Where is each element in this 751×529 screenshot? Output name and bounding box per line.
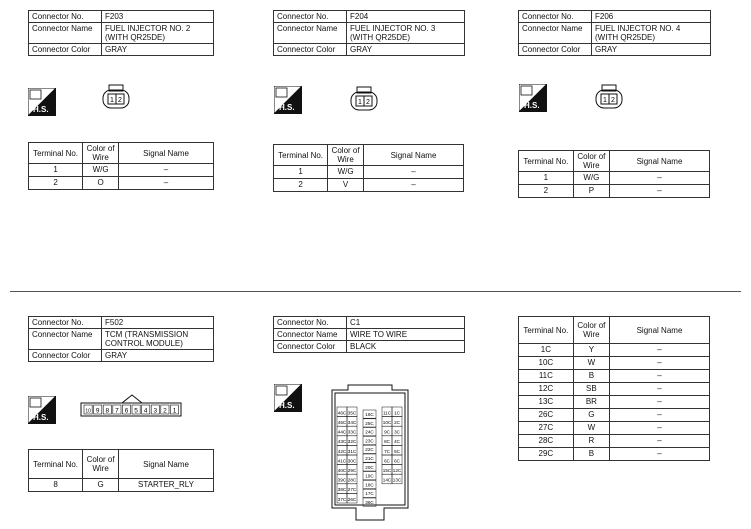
cell: W/G <box>83 164 119 177</box>
pin: 26C <box>347 496 357 502</box>
hs-icon <box>274 86 302 114</box>
header: Terminal No. <box>29 450 83 479</box>
cell: – <box>364 179 464 192</box>
connector-face-svg <box>348 86 382 112</box>
cell: 1 <box>519 172 574 185</box>
cell: 29C <box>519 448 574 461</box>
hs-text: H.S. <box>524 101 540 110</box>
value: F206 <box>592 11 711 23</box>
connector-face-svg <box>100 84 134 110</box>
label: Connector Name <box>29 23 102 44</box>
pin: 3C <box>394 429 400 435</box>
cell: – <box>119 164 214 177</box>
name-line: CONTROL MODULE) <box>105 339 183 348</box>
cell: O <box>83 177 119 190</box>
header-line: Color of <box>577 321 606 330</box>
hs-icon-svg <box>519 84 547 112</box>
header: Terminal No. <box>29 143 83 164</box>
connector-face-svg <box>324 384 416 522</box>
pin: 7C <box>384 448 390 454</box>
pin: 5C <box>394 448 400 454</box>
pin: 1 <box>172 407 177 415</box>
table-row <box>519 344 710 357</box>
pin: 20C <box>365 464 374 470</box>
pin: 37C <box>337 496 347 502</box>
cell: – <box>610 396 710 409</box>
hs-icon <box>519 84 547 112</box>
pin: 15C <box>382 468 392 473</box>
table-row <box>519 422 710 435</box>
value: F502 <box>102 317 214 329</box>
connector-info-c1 <box>273 316 465 353</box>
pin: 5 <box>134 407 138 415</box>
cell: BR <box>573 396 609 409</box>
terminal-table-f204 <box>273 144 464 192</box>
label: Connector Color <box>29 350 102 362</box>
pin: 30C <box>347 458 357 464</box>
cell: – <box>610 185 710 198</box>
hs-icon-svg <box>274 384 302 412</box>
pin: 36C <box>365 500 374 505</box>
table-row <box>519 370 710 383</box>
terminal-table-f206 <box>518 150 710 198</box>
name-line: (WITH QR25DE) <box>595 33 655 42</box>
connector-face-f502 <box>80 392 184 423</box>
hs-icon <box>28 88 56 116</box>
pin: 12C <box>392 468 402 473</box>
table-row <box>519 357 710 370</box>
header: Signal Name <box>610 151 710 172</box>
value: F204 <box>347 11 465 23</box>
connector-info-f203 <box>28 10 214 56</box>
pin: 2 <box>366 99 370 106</box>
cell: SB <box>573 383 609 396</box>
value: GRAY <box>102 44 214 56</box>
pin: 1C <box>394 410 400 416</box>
cell: – <box>610 172 710 185</box>
table-row <box>519 409 710 422</box>
pin: 42C <box>337 448 347 454</box>
header: Signal Name <box>119 450 214 479</box>
header-line: Wire <box>583 161 600 170</box>
value: GRAY <box>102 350 214 362</box>
pin: 29C <box>347 468 357 473</box>
connector-face-f206 <box>593 84 627 115</box>
connector-face-f203 <box>100 84 134 115</box>
name-line: TCM (TRANSMISSION <box>105 330 189 339</box>
connector-info-f204 <box>273 10 465 56</box>
cell: – <box>610 448 710 461</box>
label: Connector Color <box>274 44 347 56</box>
cell: W/G <box>328 166 364 179</box>
pin: 10 <box>85 408 91 415</box>
value <box>592 23 711 44</box>
connector-face-c1 <box>324 384 416 527</box>
pin: 45C <box>337 420 347 425</box>
connector-face-svg <box>80 392 184 418</box>
header <box>328 145 364 166</box>
pin: 9C <box>384 429 390 435</box>
value: GRAY <box>592 44 711 56</box>
header-line: Color of <box>86 144 115 153</box>
header-line: Wire <box>583 330 600 339</box>
cell: 1 <box>274 166 328 179</box>
hs-icon <box>28 396 56 424</box>
pin: 6C <box>384 458 390 464</box>
cell: – <box>119 177 214 190</box>
pin: 31C <box>347 448 357 454</box>
pin: 32C <box>347 439 357 445</box>
cell: – <box>610 357 710 370</box>
pin: 14C <box>382 477 392 483</box>
table-row <box>519 396 710 409</box>
pin: 44C <box>337 429 347 435</box>
pin: 7 <box>115 407 119 415</box>
pin: 25C <box>365 420 374 426</box>
header: Signal Name <box>610 317 710 344</box>
cell: 1 <box>29 164 83 177</box>
pin: 41C <box>337 458 347 464</box>
cell: 26C <box>519 409 574 422</box>
pin: 4 <box>143 407 148 415</box>
header-line: Wire <box>337 155 354 164</box>
pin: 39C <box>337 477 347 483</box>
cell: – <box>364 166 464 179</box>
section-divider <box>10 291 741 292</box>
label: Connector No. <box>519 11 592 23</box>
label: Connector Name <box>274 23 347 44</box>
pin: 1 <box>110 97 114 104</box>
header: Terminal No. <box>519 317 574 344</box>
hs-text: H.S. <box>279 103 295 112</box>
pin: 33C <box>347 429 357 435</box>
label: Connector Color <box>29 44 102 56</box>
cell: B <box>573 448 609 461</box>
pin: 8C <box>384 439 390 445</box>
value <box>102 23 214 44</box>
cell: G <box>573 409 609 422</box>
pin: 21C <box>365 456 374 461</box>
pin: 19C <box>365 473 374 479</box>
pin: 43C <box>337 439 347 445</box>
pin: 11C <box>382 410 392 416</box>
header: Signal Name <box>364 145 464 166</box>
pin: 6 <box>124 407 129 415</box>
cell: – <box>610 409 710 422</box>
header-line: Color of <box>331 146 360 155</box>
header-line: Color of <box>577 152 606 161</box>
cell: P <box>573 185 609 198</box>
label: Connector Color <box>274 341 347 353</box>
pin: 40C <box>337 468 347 473</box>
pin: 3 <box>153 407 158 415</box>
cell: W <box>573 422 609 435</box>
cell: R <box>573 435 609 448</box>
cell: 2 <box>29 177 83 190</box>
header: Signal Name <box>119 143 214 164</box>
pin: 18C <box>365 482 374 488</box>
pin: 17C <box>365 491 374 497</box>
table-row <box>519 448 710 461</box>
pin: 27C <box>347 487 357 493</box>
cell: 11C <box>519 370 574 383</box>
pin: 1 <box>603 97 607 104</box>
value: GRAY <box>347 44 465 56</box>
connector-info-f206 <box>518 10 711 56</box>
pin: 2 <box>163 407 167 415</box>
pin: 6C <box>394 458 400 464</box>
pin: 34C <box>347 420 357 425</box>
label: Connector No. <box>29 317 102 329</box>
value <box>102 329 214 350</box>
hs-icon-svg <box>274 86 302 114</box>
header <box>573 151 609 172</box>
pin: 35C <box>347 410 357 416</box>
label: Connector Name <box>29 329 102 350</box>
value: BLACK <box>347 341 465 353</box>
pin: 24C <box>365 429 374 435</box>
cell: – <box>610 370 710 383</box>
cell: STARTER_RLY <box>119 479 214 492</box>
pin: 2C <box>394 420 400 425</box>
cell: – <box>610 344 710 357</box>
cell: – <box>610 422 710 435</box>
terminal-table-f502 <box>28 449 214 492</box>
name-line: FUEL INJECTOR NO. 2 <box>105 24 191 33</box>
pin: 2 <box>611 97 615 104</box>
pin: 10C <box>382 420 392 425</box>
header <box>83 450 119 479</box>
hs-text: H.S. <box>279 401 295 410</box>
terminal-table-c1 <box>518 316 710 461</box>
pin: 8 <box>105 407 110 415</box>
label: Connector Name <box>274 329 347 341</box>
cell: 27C <box>519 422 574 435</box>
connector-face-svg <box>593 84 627 110</box>
cell: G <box>83 479 119 492</box>
name-line: FUEL INJECTOR NO. 4 <box>595 24 681 33</box>
label: Connector No. <box>274 11 347 23</box>
hs-icon-svg <box>28 88 56 116</box>
cell: – <box>610 435 710 448</box>
cell: Y <box>573 344 609 357</box>
pin: 1 <box>358 99 362 106</box>
name-line: FUEL INJECTOR NO. 3 <box>350 24 436 33</box>
hs-text: H.S. <box>33 413 49 422</box>
header: Terminal No. <box>274 145 328 166</box>
terminal-table-f203 <box>28 142 214 190</box>
cell: V <box>328 179 364 192</box>
pin: 38C <box>337 487 347 493</box>
hs-text: H.S. <box>33 105 49 114</box>
cell: 10C <box>519 357 574 370</box>
header <box>83 143 119 164</box>
cell: – <box>610 383 710 396</box>
cell: B <box>573 370 609 383</box>
pin: 28C <box>347 477 357 483</box>
cell: 13C <box>519 396 574 409</box>
value: WIRE TO WIRE <box>347 329 465 341</box>
value: C1 <box>347 317 465 329</box>
pin: 4C <box>394 439 400 445</box>
name-line: (WITH QR25DE) <box>350 33 410 42</box>
cell: W <box>573 357 609 370</box>
cell: 8 <box>29 479 83 492</box>
pin: 46C <box>337 410 347 416</box>
name-line: (WITH QR25DE) <box>105 33 165 42</box>
header-line: Wire <box>92 464 109 473</box>
cell: 1C <box>519 344 574 357</box>
pin: 2 <box>118 97 122 104</box>
header-line: Color of <box>86 455 115 464</box>
hs-icon-svg <box>28 396 56 424</box>
cell: W/G <box>573 172 609 185</box>
cell: 12C <box>519 383 574 396</box>
header: Terminal No. <box>519 151 574 172</box>
pin: 13C <box>392 477 402 483</box>
pin: 23C <box>365 438 374 444</box>
cell: 28C <box>519 435 574 448</box>
header-line: Wire <box>92 153 109 162</box>
value <box>347 23 465 44</box>
label: Connector No. <box>29 11 102 23</box>
connector-info-f502 <box>28 316 214 362</box>
hs-icon <box>274 384 302 412</box>
header <box>573 317 609 344</box>
cell: 2 <box>519 185 574 198</box>
label: Connector Name <box>519 23 592 44</box>
cell: 2 <box>274 179 328 192</box>
pin: 16C <box>365 412 374 417</box>
table-row <box>519 435 710 448</box>
value: F203 <box>102 11 214 23</box>
label: Connector No. <box>274 317 347 329</box>
pin: 22C <box>365 447 374 453</box>
label: Connector Color <box>519 44 592 56</box>
pin: 9 <box>95 407 100 415</box>
connector-face-f204 <box>348 86 382 117</box>
table-row <box>519 383 710 396</box>
